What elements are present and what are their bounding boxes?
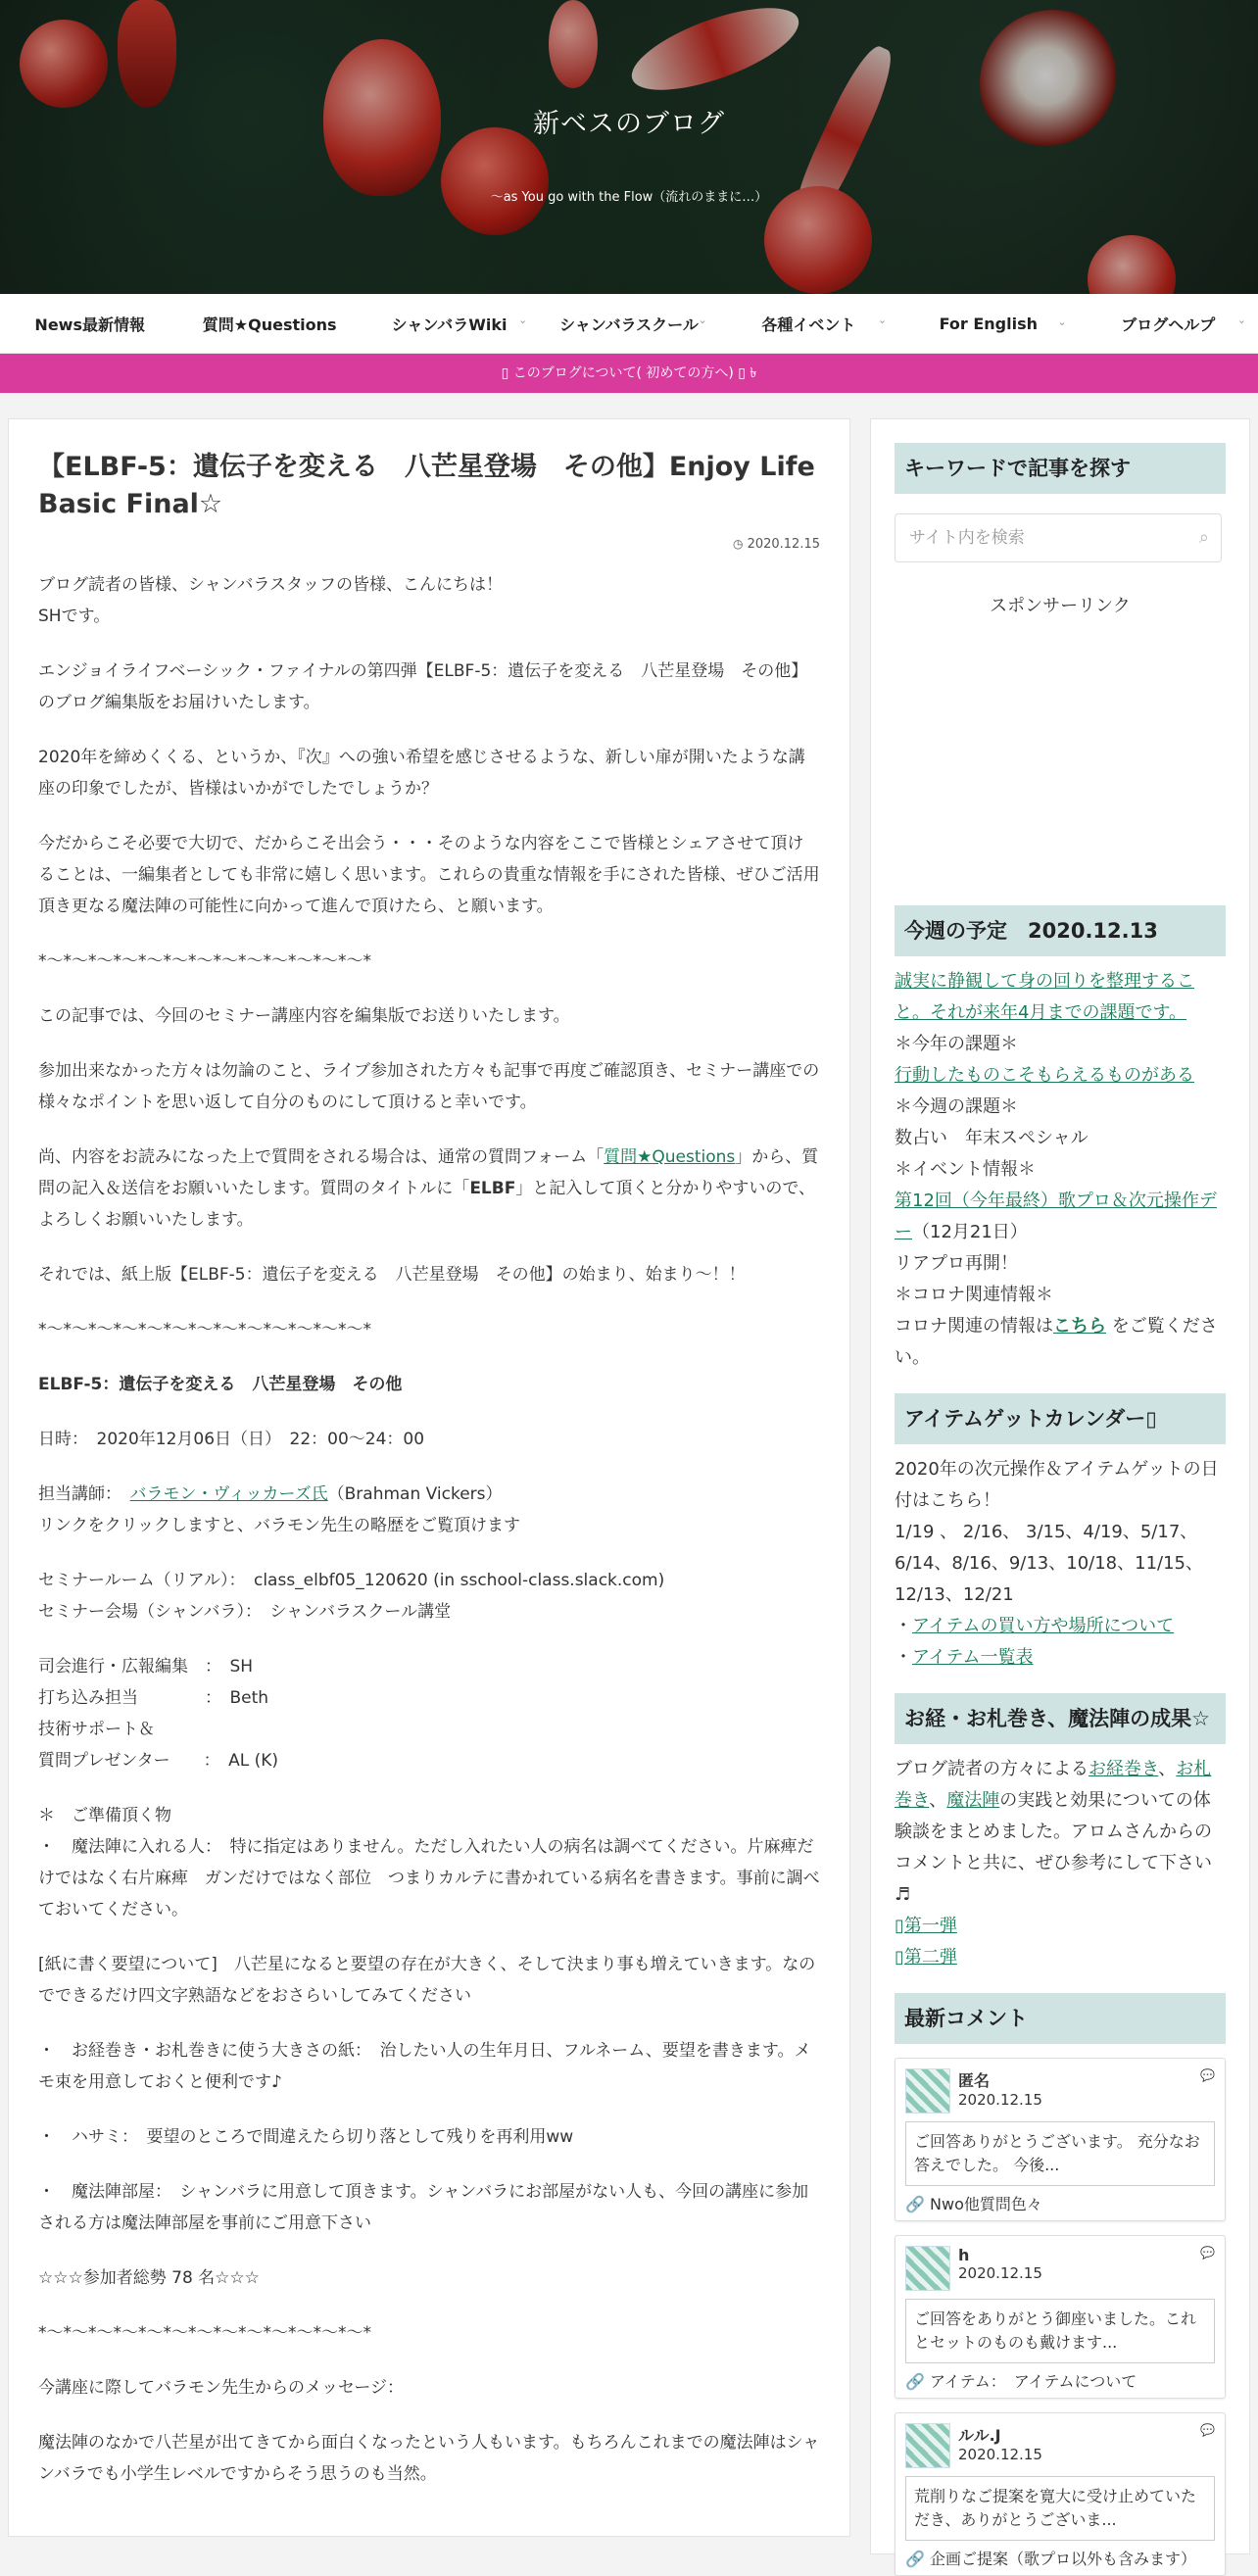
nav-item-school[interactable]: シャンバラスクール ⌄	[559, 313, 707, 334]
part-one-link[interactable]: ▯第一弾	[895, 1916, 957, 1936]
search-input[interactable]: サイト内を検索 ⌕	[895, 513, 1222, 562]
section-heading: ELBF-5：遺伝子を変える 八芒星登場 その他	[38, 1374, 403, 1394]
link-icon: 🔗	[905, 2372, 925, 2391]
questions-link[interactable]: 質問★Questions	[604, 1146, 736, 1167]
article-body: ブログ読者の皆様、シャンバラスタッフの皆様、こんにちは！ SHです。 エンジョイライフベーシック・ファイナルの第四弾【ELBF-5：遺伝子を変える 八芒星登場 その他】のブログ編集版をお届けいたします。 2020年を締めくくる、というか、『次』への強い希望を感じさせるような、新しい扉が開いたような講座の印象でしたが、皆様はいかがでしたでしょうか？ 今だからこそ必要で大切で、だからこそ出会う・・・そのような内容をここで皆様とシェアさせて頂けることは、一編集者としても非常に嬉しく思います。これらの貴重な情報を手にされた皆様、ぜひご活用頂き更なる魔法陣の可能性に向かって進んで頂けたら、と願います。 *〜*〜*〜*〜*〜*〜*〜*〜*〜*〜*〜*〜*〜* この記事では、今回のセミナー講座内容を編集版でお送りいたします。 参加出来なかった方々は勿論のこと、ライブ参加された方々も記事で再度ご確認頂き、セミナー講座での様々なポイントを思い返して自分のものにして頂けると幸いです。 尚、内容をお読みになった上で質問をされる場合は、通常の質問フォーム「質問★Questions」から、質問の記入＆送信をお願いいたします。質問のタイトルに「ELBF」と記入して頂くと分かりやすいので、よろしくお願いいたします。 それでは、紙上版【ELBF-5：遺伝子を変える 八芒星登場 その他】の始まり、始まり〜！！ *〜*〜*〜*〜*〜*〜*〜*〜*〜*〜*〜*〜*〜* ELBF-5：遺伝子を変える 八芒星登場 その他 日時： 2020年12月06日（日） 22：00〜24：00 担当講師： バラモン・ヴィッカーズ氏（Brahman Vickers） リンクをクリックしますと、バラモン先生の略歴をご覧頂けます セミナールーム（リアル）： class_elbf05_120620 (in sschool-class.slack.com) セミナー会場（シャンバラ）： シャンバラスクール講堂 司会進行・広報編集 ： SH 打ち込み担当 ： Beth 技術サポート＆ 質問プレゼンター ： AL (K) ＊ ご準備頂く物 ・ 魔法陣に入れる人： 特に指定はありません。ただし入れたい人の病名は調べてください。片麻痺だけではなく右片麻痺 ガンだけではなく部位 つまりカルテに書かれている病名を書きます。事前に調べておいてください。 [紙に書く要望について] 八芒星になると要望の存在が大きく、そして決まり事も増えていきます。なのでできるだけ四文字熟語などをおさらいしてみてください ・ お経巻き・お札巻きに使う大きさの紙： 治したい人の生年月日、フルネーム、要望を書きます。メモ束を用意しておくと便利です♪ ・ ハサミ： 要望のところで間違えたら切り落として残りを再利用ww ・ 魔法陣部屋： シャンバラに用意して頂きます。シャンバラにお部屋がない人も、今回の講座に参加される方は魔法陣部屋を事前にご用意下さい ☆☆☆参加者総勢 78 名☆☆☆ *〜*〜*〜*〜*〜*〜*〜*〜*〜*〜*〜*〜*〜* 今講座に際してバラモン先生からのメッセージ： 魔法陣のなかで八芒星が出てきてから面白くなったという人もいます。もちろんこれまでの魔法陣はシャンバラでも小学生レベルですからそう思うのも当然。	[38, 574, 820, 2484]
avatar	[905, 2246, 950, 2291]
avatar	[905, 2068, 950, 2114]
schedule-link-task[interactable]: 誠実に静観して身の回りを整理すること。それが来年4月までの課題です。	[895, 971, 1194, 1023]
article-title: 【ELBF-5：遺伝子を変える 八芒星登場 その他】Enjoy Life Basic Final☆	[38, 452, 815, 519]
chevron-down-icon: ⌄	[1057, 315, 1067, 328]
results-widget-title: お経・お札巻き、魔法陣の成果☆	[895, 1693, 1226, 1744]
avatar	[905, 2423, 950, 2468]
nav-item-events[interactable]: 各種イベント ⌄	[761, 313, 888, 334]
site-title[interactable]: 新ベスのブログ	[533, 109, 725, 139]
main-nav	[0, 294, 1258, 354]
link-icon: 🔗	[905, 2550, 925, 2568]
part-two-link[interactable]: ▯第二弾	[895, 1947, 957, 1968]
talisman-link[interactable]: お札巻き	[895, 1759, 1212, 1811]
search-widget-title: キーワードで記事を探す	[895, 443, 1226, 494]
chevron-down-icon: ⌄	[1236, 313, 1246, 326]
comment-card[interactable]: h 2020.12.15 💬 ご回答をありがとう御座いました。これとセットのものも戴けます... 🔗 アイテム： アイテムについて	[895, 2235, 1226, 2399]
clock-icon: ◷	[732, 536, 744, 551]
search-icon[interactable]: ⌕	[1198, 527, 1209, 548]
chevron-down-icon: ⌄	[518, 313, 528, 326]
comment-card[interactable]: 匿名 2020.12.15 💬 ご回答ありがとうございます。 充分なお答えでした。 今後... 🔗 Nwo他質問色々	[895, 2058, 1226, 2221]
sidebar: キーワードで記事を探す サイト内を検索 ⌕ スポンサーリンク 今週の予定 2020.12.13 誠実に静観して身の回りを整理すること。それが来年4月までの課題です。 ＊今年の課題＊ 行動したものこそもらえるものがある ＊今週の課題＊ 数占い 年末スペシャル ＊イベント情報＊ 第12回（今年最終）歌プロ＆次元操作デー（12月21日） リアプロ再開！ ＊コロナ関連情報＊ コロナ関連の情報はこちら をご覧ください。 アイテムゲットカレンダー▯ 2020年の次元操作＆アイテムゲットの日付はこちら！ 1/19 、 2/16、 3/15、4/19、5/17、6/14、8/16、9/13、10/18、11/15、12/13、12/21 ・アイテムの買い方や場所について ・アイテム一覧表 お経・お札巻き、魔法陣の成果☆ ブログ読者の方々によるお経巻き、お札巻き、魔法陣の実践と効果についての体験談をまとめました。アロムさんからのコメントと共に、ぜひ参考にして下さい♬ ▯第一弾 ▯第二弾 最新コメント 匿名 2020.12.15 💬 ご回答ありがとうございます。 充分なお答えでした。 今後... 🔗 Nwo他質問色々 h 2020.12.15 💬 ご回答をありがとう御座いました。これとセットのものも戴けます... 🔗 アイテム： アイテムについて ルル.J 2020.12.15 💬 荒削りなご提案を寛大に受け止めていただき、ありがとうございま... 🔗 企画ご提案（歌プロ以外も含みます）	[870, 418, 1250, 2535]
comment-bubble-icon: 💬	[1200, 2423, 1215, 2437]
nav-item-questions[interactable]: 質問★Questions	[202, 315, 337, 334]
article-date: ◷ 2020.12.15	[732, 536, 820, 552]
schedule-link-week[interactable]: 行動したものこそもらえるものがある	[895, 1065, 1194, 1086]
corona-link[interactable]: こちら	[1053, 1316, 1106, 1337]
article-card	[8, 418, 850, 2537]
nav-item-english[interactable]: For English ⌄	[939, 314, 1067, 333]
magic-circle-link[interactable]: 魔法陣	[946, 1790, 1000, 1811]
header-banner	[0, 0, 1258, 294]
schedule-link-event[interactable]: 第12回（今年最終）歌プロ＆次元操作デー	[895, 1191, 1217, 1242]
about-notice-bar[interactable]: ▯ このブログについて( 初めての方へ) ▯ ৳	[0, 354, 1258, 393]
calendar-widget-title: アイテムゲットカレンダー▯	[895, 1393, 1226, 1444]
comment-card[interactable]: ルル.J 2020.12.15 💬 荒削りなご提案を寛大に受け止めていただき、ありがとうございま... 🔗 企画ご提案（歌プロ以外も含みます）	[895, 2412, 1226, 2576]
nav-item-help[interactable]: ブログヘルプ ⌄	[1121, 313, 1246, 334]
item-list-link[interactable]: アイテム一覧表	[912, 1647, 1034, 1668]
comments-widget-title: 最新コメント	[895, 1993, 1226, 2044]
sponsor-label: スポンサーリンク	[990, 596, 1131, 616]
schedule-widget-title: 今週の予定 2020.12.13	[895, 905, 1226, 956]
chevron-down-icon: ⌄	[698, 313, 707, 326]
comment-bubble-icon: 💬	[1200, 2068, 1215, 2082]
site-tagline: ～as You go with the Flow（流れのままに…）	[490, 190, 768, 205]
nav-item-wiki[interactable]: シャンバラWiki ⌄	[391, 313, 528, 334]
comment-bubble-icon: 💬	[1200, 2246, 1215, 2260]
sutra-link[interactable]: お経巻き	[1089, 1759, 1159, 1779]
link-icon: 🔗	[905, 2195, 925, 2213]
chevron-down-icon: ⌄	[877, 313, 888, 326]
lecturer-link[interactable]: バラモン・ヴィッカーズ氏	[129, 1483, 328, 1504]
nav-item-news[interactable]: News最新情報	[34, 315, 145, 334]
item-how-to-link[interactable]: アイテムの買い方や場所について	[912, 1616, 1175, 1636]
